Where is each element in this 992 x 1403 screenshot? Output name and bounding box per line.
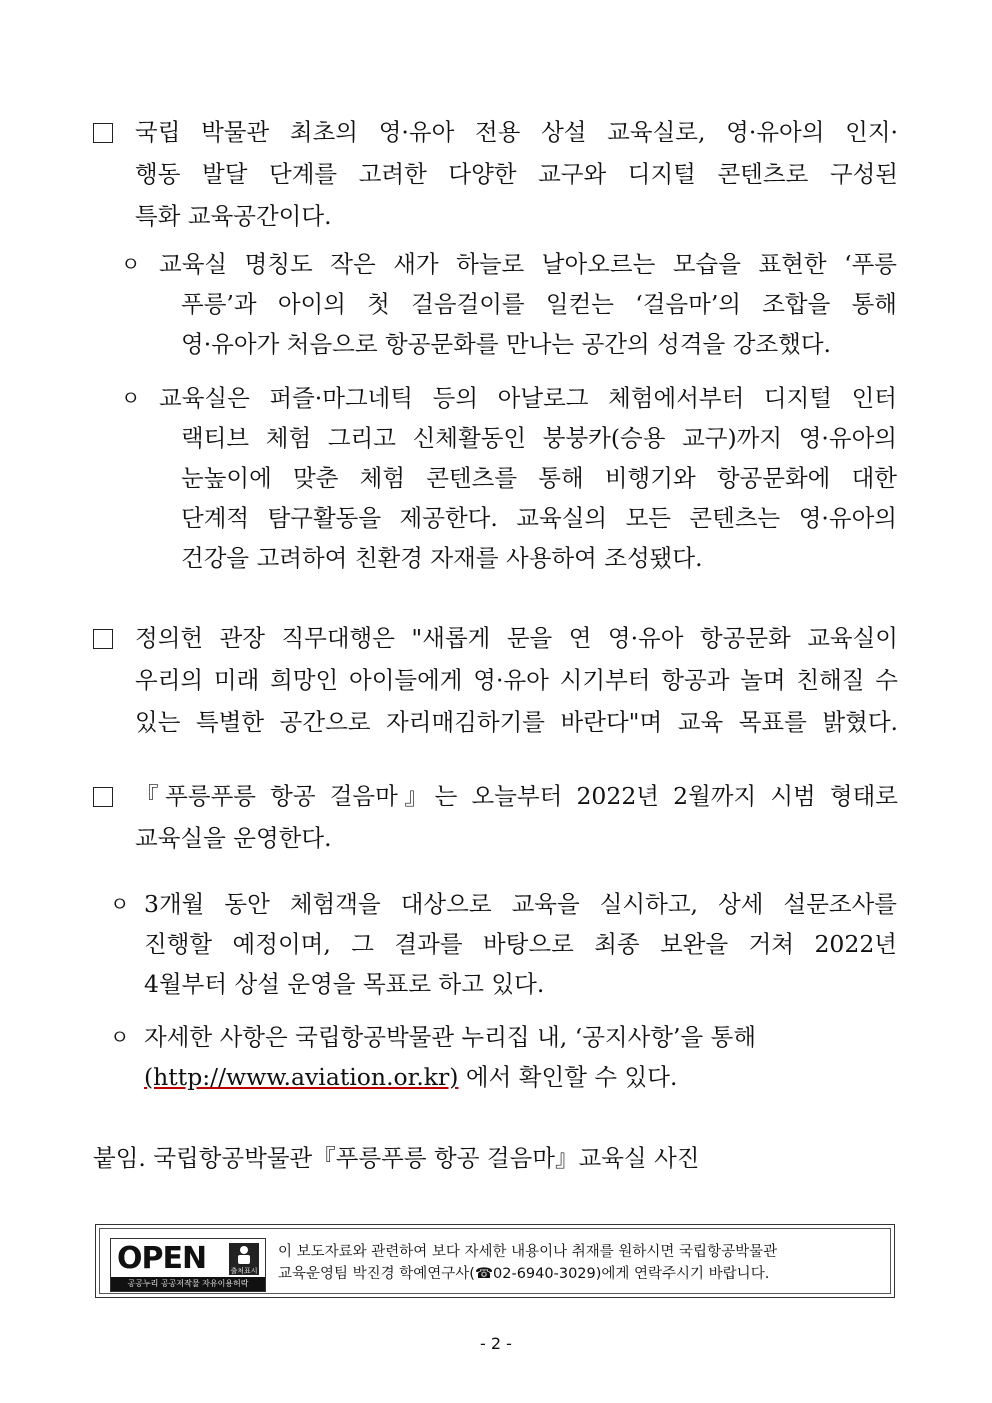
circle-bullet: ㅇ [121, 386, 141, 410]
link-suffix: 에서 확인할 수 있다. [458, 1063, 678, 1091]
bullet-line-with-link [144, 1057, 897, 1097]
attribution-icon [229, 1243, 259, 1275]
bullet-line: 4월부터 상설 운영을 목표로 하고 있다. [144, 970, 545, 998]
website-link[interactable]: (http://www.aviation.or.kr) [144, 1063, 459, 1091]
circle-bullet: ㅇ [110, 892, 130, 916]
kogl-open-logo [110, 1238, 266, 1292]
section-2-line-2: 우리의 미래 희망인 아이들에게 영·유아 시기부터 항공과 놀며 친해질 수 [135, 666, 898, 694]
section-2-line-3: 있는 특별한 공간으로 자리매김하기를 바란다"며 교육 목표를 밝혔다. [135, 708, 898, 736]
page-number: - 2 - [480, 1334, 512, 1353]
section-1 [93, 111, 898, 237]
bullet-line: 교육실은 퍼즐·마그네틱 등의 아날로그 체험에서부터 디지털 인터 [159, 384, 897, 412]
contact-box-inner [99, 1228, 891, 1294]
square-bullet-1 [93, 111, 129, 156]
bullet-line: 단계적 탐구활동을 제공한다. 교육실의 모든 콘텐츠는 영·유아의 [181, 504, 897, 532]
contact-line-1: 이 보도자료와 관련하여 보다 자세한 내용이나 취재를 원하시면 국립항공박물관 [278, 1244, 778, 1260]
bullet-line: 교육실 명칭도 작은 새가 하늘로 날아오르는 모습을 표현한 ‘푸릉 [159, 250, 897, 278]
section-3-line-2: 교육실을 운영한다. [135, 824, 332, 852]
section-3-bullet-2 [110, 1017, 897, 1097]
bullet-line: 자세한 사항은 국립항공박물관 누리집 내, ‘공지사항’을 통해 [144, 1023, 757, 1051]
contact-text [278, 1241, 777, 1285]
bullet-line: 건강을 고려하여 친환경 자재를 사용하여 조성됐다. [181, 544, 703, 572]
bullet-line: 눈높이에 맞춘 체험 콘텐츠를 통해 비행기와 항공문화에 대한 [181, 464, 897, 492]
section-1-line-3: 특화 교육공간이다. [135, 202, 332, 230]
attachment-note: 붙임. 국립항공박물관『푸릉푸릉 항공 걸음마』교육실 사진 [93, 1144, 700, 1172]
section-1-line-2: 행동 발달 단계를 고려한 다양한 교구와 디지털 콘텐츠로 구성된 [135, 160, 898, 188]
section-1-bullet-1 [121, 244, 897, 364]
contact-line-2: 교육운영팀 박진경 학예연구사(☎02-6940-3029)에게 연락주시기 바랍니다. [278, 1266, 770, 1282]
bullet-line: 영·유아가 처음으로 항공문화를 만나는 공간의 성격을 강조했다. [181, 330, 831, 358]
open-logo-text: OPEN [117, 1241, 207, 1276]
bullet-line: 랙티브 체험 그리고 신체활동인 붕붕카(승용 교구)까지 영·유아의 [181, 424, 897, 452]
circle-bullet: ㅇ [121, 252, 141, 276]
attribution-badge: 출처표시 [230, 1267, 258, 1275]
section-3 [93, 775, 898, 859]
section-1-line-1: 국립 박물관 최초의 영·유아 전용 상설 교육실로, 영·유아의 인지· [135, 118, 898, 146]
bullet-line: 3개월 동안 체험객을 대상으로 교육을 실시하고, 상세 설문조사를 [144, 890, 897, 918]
section-2-line-1: 정의헌 관장 직무대행은 "새롭게 문을 연 영·유아 항공문화 교육실이 [135, 624, 898, 652]
section-3-line-1: 『푸릉푸릉 항공 걸음마』는 오늘부터 2022년 2월까지 시범 형태로 [135, 782, 898, 810]
contact-box [95, 1224, 895, 1298]
section-3-bullet-1 [110, 884, 897, 1004]
circle-bullet: ㅇ [110, 1025, 130, 1049]
bullet-line: 푸릉’과 아이의 첫 걸음걸이를 일컫는 ‘걸음마’의 조합을 통해 [181, 290, 897, 318]
bullet-line: 진행할 예정이며, 그 결과를 바탕으로 최종 보완을 거쳐 2022년 [144, 930, 897, 958]
square-bullet-2 [93, 617, 129, 662]
square-bullet-3 [93, 775, 129, 820]
section-1-bullet-2 [121, 378, 897, 578]
open-logo-caption: 공공누리 공공저작물 자유이용허락 [111, 1277, 265, 1291]
section-2 [93, 617, 898, 743]
